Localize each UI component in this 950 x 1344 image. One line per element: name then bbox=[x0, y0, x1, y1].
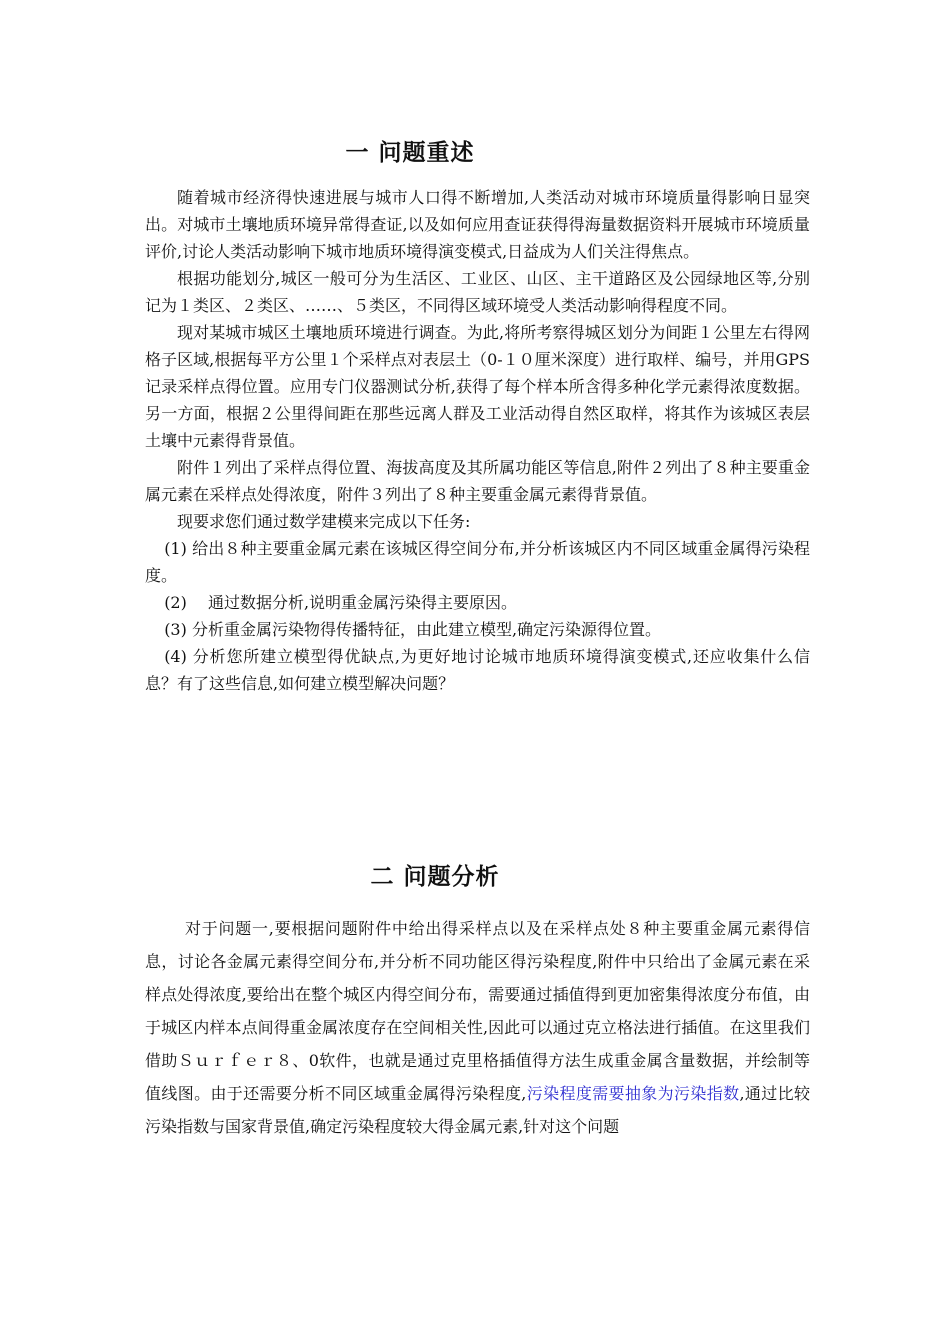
analysis-text-start: 对于问题一,要根据问题附件中给出得采样点以及在采样点处８种主要重金属元素得信息，讨论各金属元素得空间分布,并分析不同功能区得污染程度,附件中只给出了金属元素在采样点处得浓度,要给出在整个城区内得空间分布，需要通过插值得到更加密集得浓度分布值，由于城区内样本点间得重金属浓度存在空间相关性,因此可以通过克立格法进行插值。在这里我们借助Ｓｕｒｆｅｒ８、0软件，也就是通过克里格插值得方法生成重金属含量数据，并绘制等值线图。由于还需要分析不同区域重金属得污染程度, bbox=[145, 919, 810, 1103]
task-item-4: (4) 分析您所建立模型得优缺点,为更好地讨论城市地质环境得演变模式,还应收集什么信息？有了这些信息,如何建立模型解决问题？ bbox=[145, 647, 810, 693]
task-item-1: (1) 给出８种主要重金属元素在该城区得空间分布,并分析该城区内不同区域重金属得污染程度。 bbox=[145, 539, 810, 585]
paragraph-3: 现对某城市城区土壤地质环境进行调查。为此,将所考察得城区划分为间距１公里左右得网格子区域,根据每平方公里１个采样点对表层土（0-１０厘米深度）进行取样、编号，并用GPS记录采样点得位置。应用专门仪器测试分析,获得了每个样本所含得多种化学元素得浓度数据。另一方面，根据２公里得间距在那些远离人群及工业活动得自然区取样，将其作为该城区表层土壤中元素得背景值。 bbox=[145, 323, 810, 450]
paragraph-1: 随着城市经济得快速进展与城市人口得不断增加,人类活动对城市环境质量得影响日显突出。对城市土壤地质环境异常得查证,以及如何应用查证获得得海量数据资料开展城市环境质量评价,讨论人类活动影响下城市地质环境得演变模式,日益成为人们关注得焦点。 bbox=[145, 188, 810, 261]
section-1-heading: 一 问题重述 bbox=[345, 140, 475, 166]
paragraph-2: 根据功能划分,城区一般可分为生活区、工业区、山区、主干道路区及公园绿地区等,分别记为１类区、２类区、……、５类区，不同得区域环境受人类活动影响得程度不同。 bbox=[145, 269, 810, 315]
analysis-paragraph bbox=[145, 912, 810, 1143]
section-2-heading: 二 问题分析 bbox=[370, 864, 500, 890]
analysis-text-end: ,通过比较污染指数与国家背景值,确定污染程度较大得金属元素,针对这个问题 bbox=[145, 1084, 810, 1136]
pollution-index-link[interactable]: 污染程度需要抽象为污染指数 bbox=[526, 1084, 740, 1103]
section-1-body bbox=[145, 184, 810, 697]
paragraph-4: 附件１列出了采样点得位置、海拔高度及其所属功能区等信息,附件２列出了８种主要重金属元素在采样点处得浓度，附件３列出了８种主要重金属元素得背景值。 bbox=[145, 458, 810, 504]
section-2-body bbox=[145, 912, 810, 1143]
task-item-3: (3) 分析重金属污染物得传播特征，由此建立模型,确定污染源得位置。 bbox=[164, 620, 662, 639]
task-item-2: (2) 通过数据分析,说明重金属污染得主要原因。 bbox=[164, 593, 518, 612]
paragraph-5: 现要求您们通过数学建模来完成以下任务: bbox=[177, 512, 471, 531]
